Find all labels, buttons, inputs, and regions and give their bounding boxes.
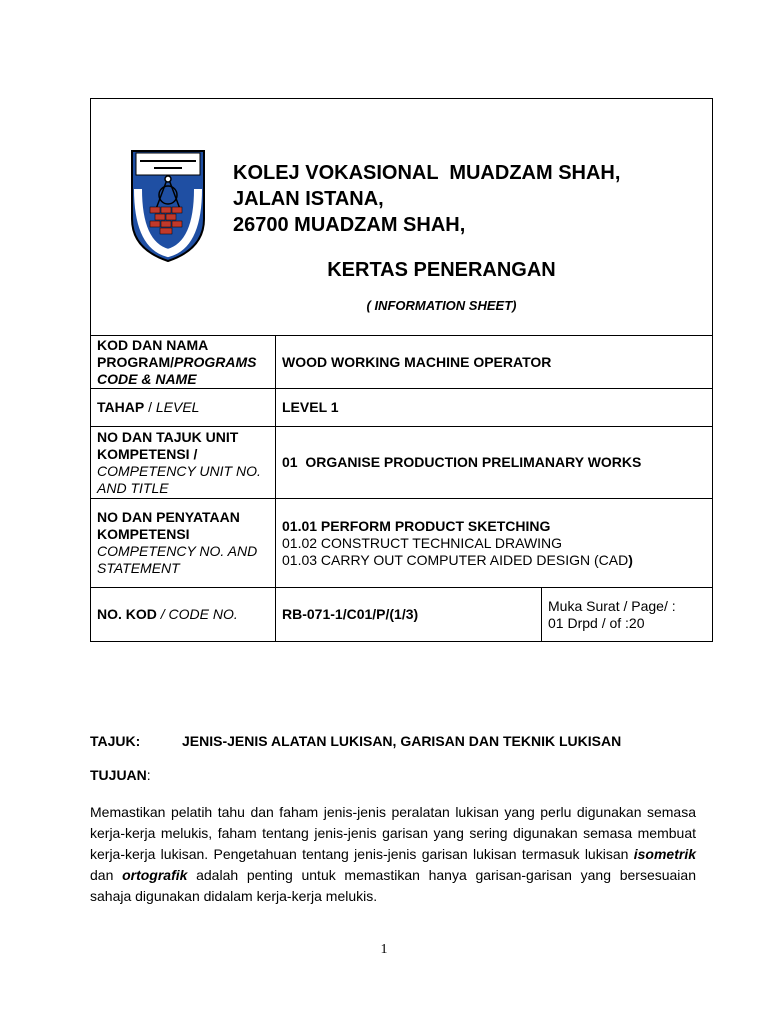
statement-value-cell bbox=[276, 499, 713, 588]
program-value: WOOD WORKING MACHINE OPERATOR bbox=[276, 336, 713, 389]
level-label-sep: / bbox=[144, 399, 156, 415]
page-number: 1 bbox=[380, 942, 388, 957]
sheet-header bbox=[91, 99, 712, 335]
statement-label-cell bbox=[91, 499, 276, 588]
page-info-line1: Muka Surat / Page/ : bbox=[548, 597, 676, 614]
topic-line bbox=[90, 733, 696, 749]
statement-line-wrap bbox=[282, 552, 706, 569]
table-row-code bbox=[91, 588, 713, 642]
objective-colon: : bbox=[146, 767, 151, 783]
info-table bbox=[90, 335, 713, 642]
page-info-cell bbox=[542, 588, 713, 642]
topic-value: JENIS-JENIS ALATAN LUKISAN, GARISAN DAN TEKNIK LUKISAN bbox=[182, 733, 622, 749]
document-title: KERTAS PENERANGAN bbox=[327, 259, 556, 281]
topic-label: TAJUK: bbox=[90, 733, 141, 749]
statement-line: 01.01 PERFORM PRODUCT SKETCHING bbox=[282, 517, 551, 534]
paragraph-text: Memastikan pelatih tahu dan faham jenis-jenis peralatan lukisan yang perlu digunakan semasa kerja-kerja melukis, faham tentang jenis-jenis garisan yang sering digunakan semasa membuat kerja-kerja lukisan. Pengetahuan tentang jenis-jenis garisan lukisan termasuk lukisan bbox=[90, 804, 696, 862]
unit-label-italic: COMPETENCY UNIT NO. AND TITLE bbox=[97, 462, 261, 496]
statement-line: 01.02 CONSTRUCT TECHNICAL DRAWING bbox=[282, 534, 563, 551]
statement-label-bold: NO DAN PENYATAAN KOMPETENSI bbox=[97, 509, 240, 542]
level-label-italic: LEVEL bbox=[155, 399, 200, 415]
objective-paragraph bbox=[90, 802, 696, 907]
code-label-italic: / CODE NO. bbox=[156, 606, 238, 622]
program-label-italic: PROGRAMS CODE & NAME bbox=[97, 353, 257, 387]
table-row-program bbox=[91, 336, 713, 389]
institution-line: 26700 MUADZAM SHAH, bbox=[233, 214, 466, 236]
information-sheet-box bbox=[90, 98, 713, 642]
level-label-bold: TAHAP bbox=[97, 399, 145, 415]
code-label-bold: NO. KOD bbox=[97, 606, 157, 622]
paragraph-text: dan bbox=[90, 867, 123, 883]
objective-label: TUJUAN bbox=[90, 767, 147, 783]
statement-line: 01.03 CARRY OUT COMPUTER AIDED DESIGN (CAD bbox=[282, 551, 629, 568]
code-value: RB-071-1/C01/P/(1/3) bbox=[276, 588, 542, 642]
level-label-cell bbox=[91, 389, 276, 427]
level-value: LEVEL 1 bbox=[276, 389, 713, 427]
institution-address bbox=[233, 160, 620, 238]
code-label-cell bbox=[91, 588, 276, 642]
table-row-level bbox=[91, 389, 713, 427]
unit-value: 01 ORGANISE PRODUCTION PRELIMANARY WORKS bbox=[276, 427, 713, 499]
table-row-unit bbox=[91, 427, 713, 499]
paragraph-text: adalah penting untuk memastikan hanya garisan-garisan yang bersesuaian sahaja digunakan didalam kerja-kerja melukis. bbox=[90, 867, 696, 904]
paragraph-emphasis: isometrik bbox=[633, 846, 696, 862]
institution-line: JALAN ISTANA, bbox=[233, 188, 384, 210]
program-label-cell bbox=[91, 336, 276, 389]
document-subtitle: ( INFORMATION SHEET) bbox=[366, 298, 517, 313]
school-crest-logo bbox=[130, 149, 206, 263]
statement-label-italic: COMPETENCY NO. AND STATEMENT bbox=[97, 543, 258, 576]
objective-heading bbox=[90, 767, 696, 783]
unit-label-bold: NO DAN TAJUK UNIT KOMPETENSI / bbox=[97, 428, 239, 462]
page-info-line2: 01 Drpd / of :20 bbox=[548, 614, 645, 631]
table-row-statement bbox=[91, 499, 713, 588]
statement-line-paren: ) bbox=[628, 551, 633, 568]
program-label-bold: KOD DAN NAMA PROGRAM/ bbox=[97, 336, 208, 370]
paragraph-emphasis: ortografik bbox=[122, 867, 188, 883]
unit-label-cell bbox=[91, 427, 276, 499]
institution-line: KOLEJ VOKASIONAL MUADZAM SHAH, bbox=[233, 162, 621, 184]
